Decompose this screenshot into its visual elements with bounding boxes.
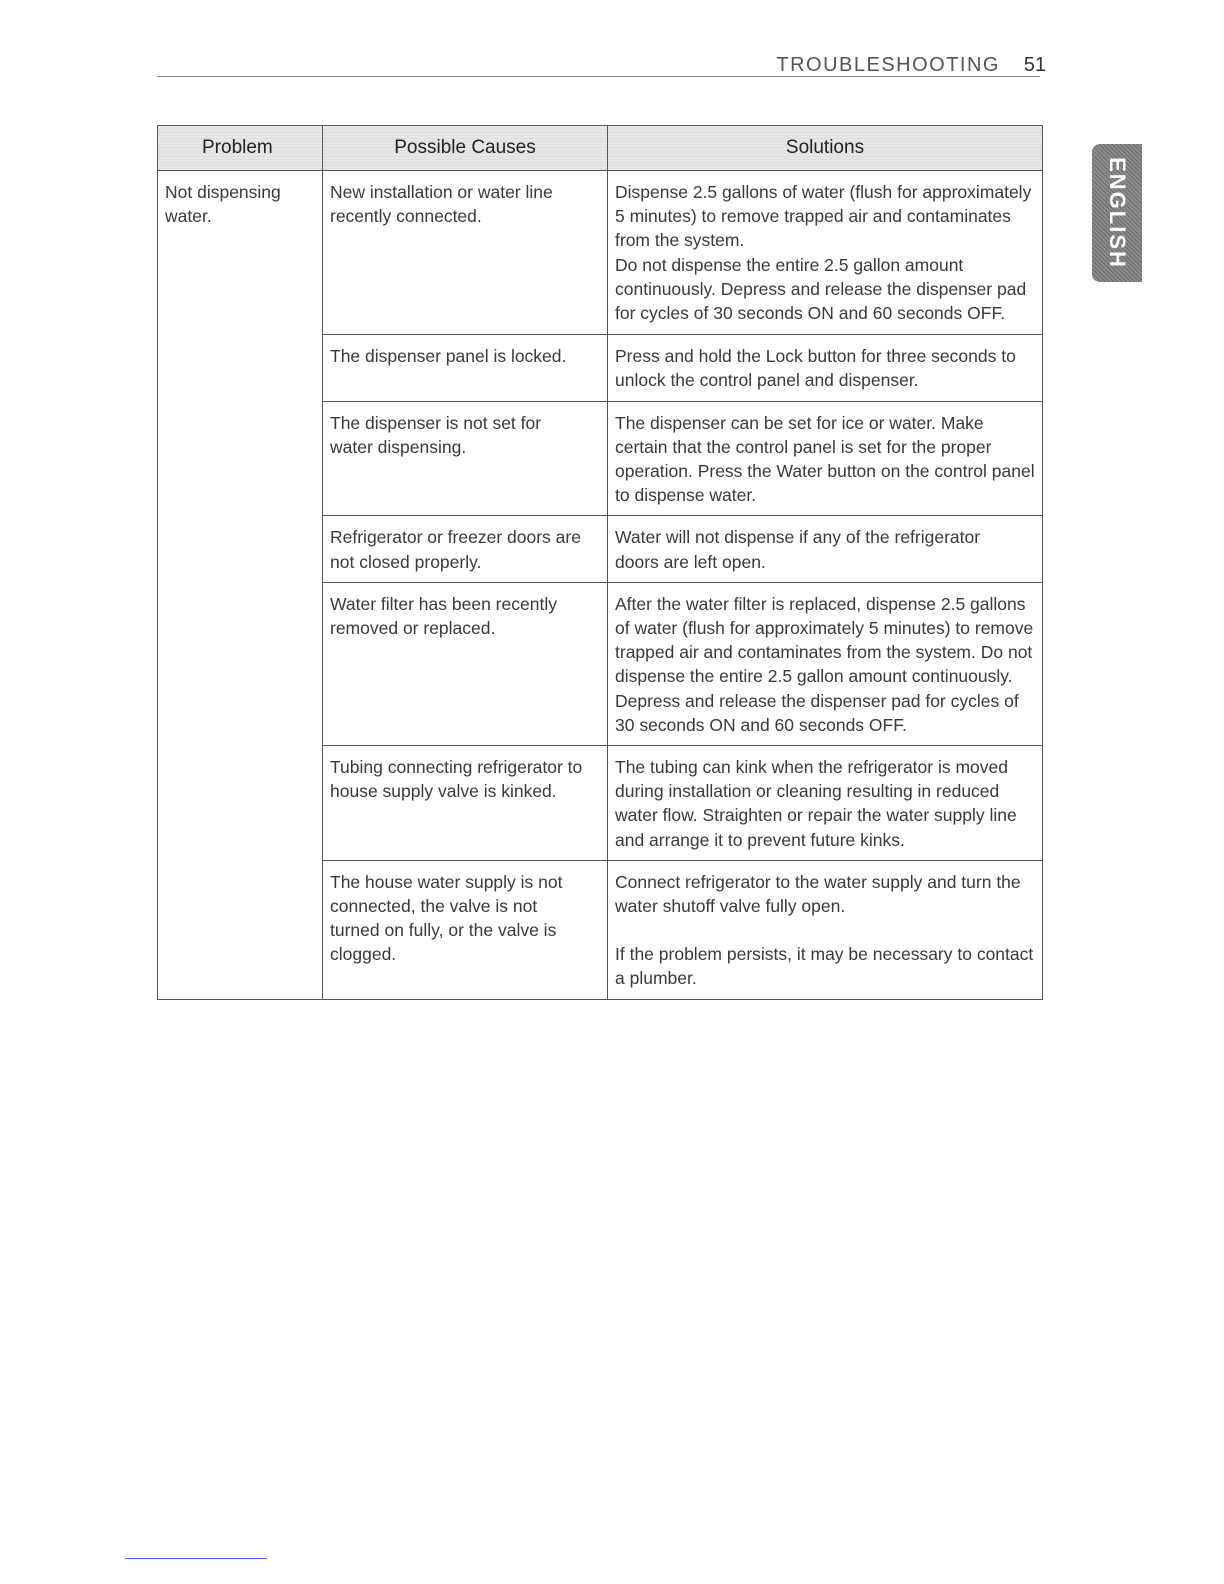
- cause-cell: Water filter has been recently removed or replaced.: [323, 582, 608, 745]
- solution-text: If the problem persists, it may be necessary to contact a plumber.: [615, 944, 1034, 989]
- solution-text: Water will not dispense if any of the refrigerator doors are left open.: [615, 527, 981, 572]
- solution-text: Press and hold the Lock button for three seconds to unlock the control panel and dispenser.: [615, 346, 1016, 391]
- solution-text: Do not dispense the entire 2.5 gallon amount continuously. Depress and release the dispenser pad for cycles of 30 seconds ON and 60 seconds OFF.: [615, 254, 1027, 324]
- cause-cell: The house water supply is not connected, the valve is not turned on fully, or the valve is clogged.: [323, 860, 608, 999]
- solution-text: The tubing can kink when the refrigerator is moved during installation or cleaning resulting in reduced water flow. Straighten or repair the water supply line and arrange it to prevent future kinks.: [615, 757, 1017, 850]
- solution-text: The dispenser can be set for ice or water. Make certain that the control panel is set for the proper operation. Press the Water button on the control panel to dispense water.: [615, 412, 1035, 506]
- column-header-possible-causes: Possible Causes: [323, 126, 608, 171]
- page-number: 51: [1023, 54, 1046, 76]
- solution-cell: [608, 746, 1043, 861]
- cause-cell: New installation or water line recently connected.: [323, 171, 608, 335]
- solution-cell: [608, 335, 1043, 401]
- table-header-row: [158, 126, 1043, 171]
- solution-cell: [608, 516, 1043, 582]
- cause-cell: Tubing connecting refrigerator to house supply valve is kinked.: [323, 746, 608, 861]
- solution-cell: [608, 401, 1043, 516]
- table-row: [158, 171, 1043, 335]
- section-title: TROUBLESHOOTING: [776, 54, 1000, 76]
- solution-text: Dispense 2.5 gallons of water (flush for approximately 5 minutes) to remove trapped air and contaminates from the system.: [615, 182, 1032, 251]
- solution-text: After the water filter is replaced, dispense 2.5 gallons of water (flush for approximately 5 minutes) to remove trapped air and contaminates from the system. Do not dispense the entire 2.5 gallon amount continuously. Depress and release the dispenser pad for cycles of 30 seconds ON and 60 seconds OFF.: [615, 593, 1034, 735]
- language-tab: [1092, 144, 1142, 282]
- language-tab-label: ENGLISH: [1105, 157, 1131, 269]
- solution-cell: [608, 582, 1043, 745]
- troubleshooting-table: [157, 125, 1043, 1000]
- cause-cell: The dispenser panel is locked.: [323, 335, 608, 401]
- cause-cell: Refrigerator or freezer doors are not closed properly.: [323, 516, 608, 582]
- column-header-problem: Problem: [158, 126, 323, 171]
- header-rule: [157, 76, 1040, 77]
- problem-cell: Not dispensing water.: [158, 171, 323, 1000]
- footer-rule: [125, 1558, 267, 1559]
- cause-cell: The dispenser is not set for water dispensing.: [323, 401, 608, 516]
- column-header-solutions: Solutions: [608, 126, 1043, 171]
- solution-cell: [608, 171, 1043, 335]
- solution-cell: [608, 860, 1043, 999]
- solution-text: Connect refrigerator to the water supply and turn the water shutoff valve fully open.: [615, 871, 1021, 917]
